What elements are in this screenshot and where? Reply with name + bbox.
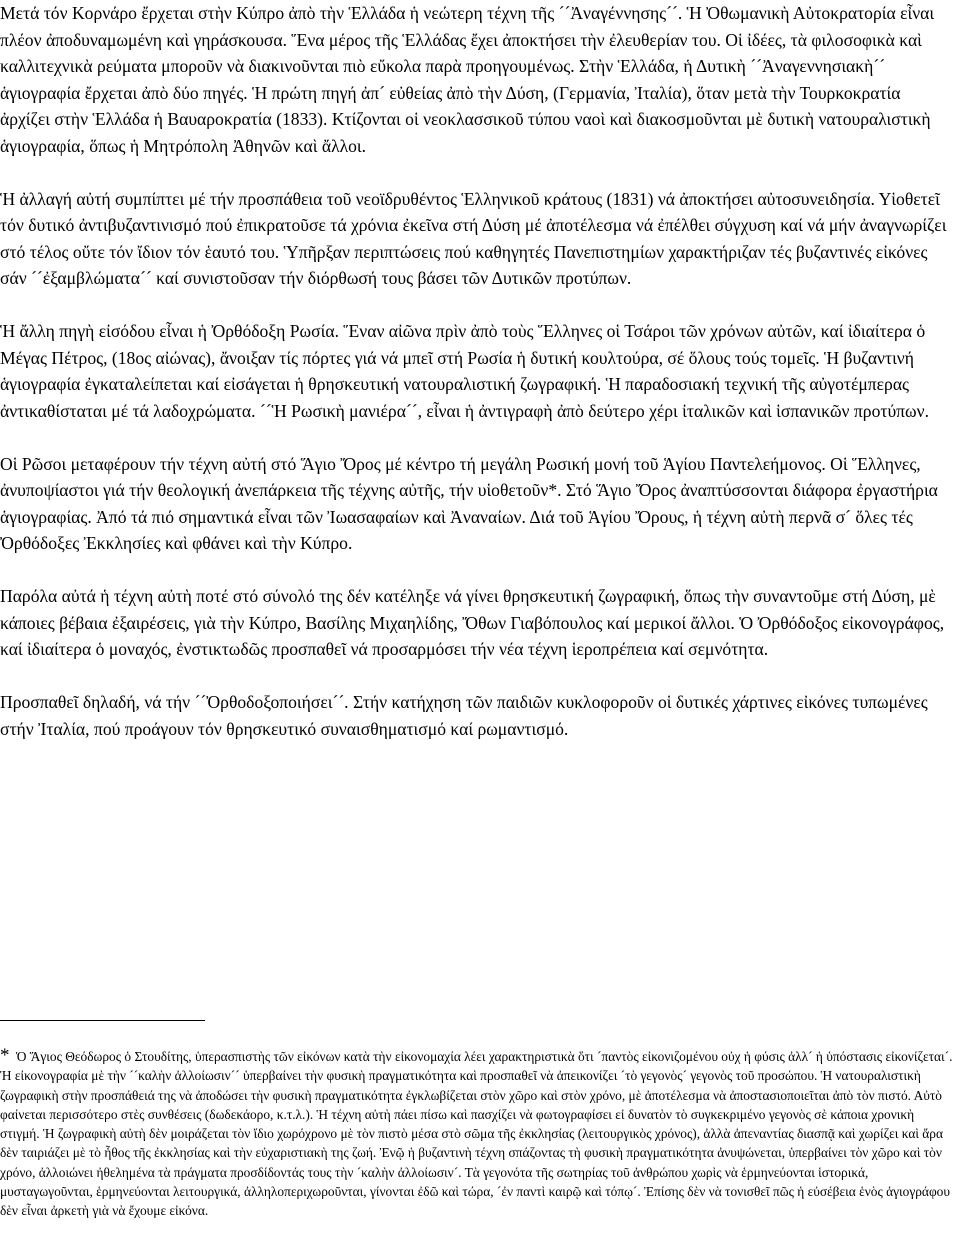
paragraph-5: Παρόλα αὐτά ἡ τέχνη αὐτὴ ποτέ στό σύνολό της δέν κατέληξε νά γίνει θρησκευτική ζωγραφική, ὅπως τὴν συναντοῦμε στή Δύση, μὲ κάποιες βέβαια ἐξαιρέσεις, γιὰ τὴν Κύπρο, Βασίλης Μιχαηλίδης, Ὄθων Γιαβόπουλος καί μερικοί ἄλλοι. Ὁ Ὀρθόδοξος εἰκονογράφος, καί ἰδιαίτερα ὁ μοναχός, ἐνστικτωδῶς προσπαθεῖ νά προσαρμόσει τήν νέα τέχνη ἱεροπρέπεια καί σεμνότητα.: [0, 586, 945, 659]
paragraph-2: Ἡ ἀλλαγή αὐτή συμπίπτει μέ τήν προσπάθεια τοῦ νεοϊδρυθέντος Ἑλληνικοῦ κράτους (1831) νά ἀποκτήσει αὐτοσυνειδησία. Υἱοθετεῖ τόν δυτικό ἀντιβυζαντινισμό πού ἐπικρατοῦσε τά χρόνια ἐκεῖνα στή Δύση μέ ἀποτέλεσμα νά ἐπέλθει σύγχυση καί νά μήν ἀναγνωρίζει στό τέλος οὔτε τόν ἴδιον τόν ἑαυτό του. Ὑπῆρξαν περιπτώσεις πού καθηγητές Πανεπιστημίων χαρακτήριζαν τές βυζαντινές εἰκόνες σάν ´´ἐξαμβλώματα´´ καί συνιστοῦσαν τήν διόρθωσή τους βάσει τῶν Δυτικῶν προτύπων.: [0, 188, 947, 288]
paragraph-6: Προσπαθεῖ δηλαδή, νά τήν ´´Ὀρθοδοξοποιήσει´´. Στήν κατήχηση τῶν παιδιῶν κυκλοφοροῦν οἱ δυτικές χάρτινες εἰκόνες τυπωμένες στήν Ἰταλία, πού προάγουν τόν θρησκευτικό συναισθηματισμό καί ρωμαντισμό.: [0, 692, 928, 739]
footnote-separator: [0, 1020, 205, 1021]
paragraph-4: Οἱ Ρῶσοι μεταφέρουν τήν τέχνη αὐτή στό Ἅγιο Ὄρος μέ κέντρο τή μεγάλη Ρωσική μονή τοῦ Ἁγίου Παντελεήμονος. Οἱ Ἕλληνες, ἀνυποψίαστοι γιά τήν θεολογική ἀνεπάρκεια τῆς τέχνης αὐτῆς, τήν υἱοθετοῦν*. Στό Ἅγιο Ὄρος ἀναπτύσσονται διάφορα ἐργαστήρια ἁγιογραφίας. Ἀπό τά πιό σημαντικά εἶναι τῶν Ἰωασαφαίων καὶ Ἀναναίων. Διά τοῦ Ἁγίου Ὄρους, ἡ τέχνη αὐτὴ περνᾶ σ´ ὅλες τές Ὀρθόδοξες Ἐκκλησίες καὶ φθάνει καὶ τὴν Κύπρο.: [0, 453, 938, 553]
paragraph-3: Ἡ ἄλλη πηγὴ εἰσόδου εἶναι ἡ Ὀρθόδοξη Ρωσία. Ἕναν αἰῶνα πρὶν ἀπὸ τοὺς Ἕλληνες οἱ Τσάροι τῶν χρόνων αὐτῶν, καί ἰδιαίτερα ὁ Μέγας Πέτρος, (18ος αἰώνας), ἄνοιξαν τίς πόρτες γιά νά μπεῖ στή Ρωσία ἡ δυτική κουλτούρα, σέ ὅλους τούς τομεῖς. Ἡ βυζαντινή ἁγιογραφία ἐγκαταλείπεται καί εἰσάγεται ἡ θρησκευτική νατουραλιστική ζωγραφική. Ἡ παραδοσιακή τεχνική τῆς αὐγοτέμπερας ἀντικαθίσταται μέ τά λαδοχρώματα. ´´Ἡ Ρωσικὴ μανιέρα´´, εἶναι ἡ ἀντιγραφὴ ἀπὸ δεύτερο χέρι ἰταλικῶν καὶ ἱσπανικῶν προτύπων.: [0, 321, 929, 421]
footnote-text: Ὁ Ἅγιος Θεόδωρος ὁ Στουδίτης, ὑπερασπιστὴς τῶν εἰκόνων κατὰ τὴν εἰκονομαχία λέει χαρακτηριστικὰ ὅτι ´παντὸς εἰκονιζομένου οὐχ ἡ φύσις ἀλλ´ ἡ ὑπόστασις εἰκονίζεται´. Ἡ εἰκονογραφία μὲ τὴν ´´καλὴν ἀλλοίωσιν´´ ὑπερβαίνει τὴν φυσικὴ πραγματικότητα καὶ προσπαθεῖ νὰ ἀπεικονίζει ´τὸ γεγονὸς´ γεγονὸς τοῦ προσώπου. Ἡ νατουραλιστικὴ ζωγραφικὴ στὴν προσπάθειά της νὰ ἀποδώσει τὴν φυσικὴ πραγματικότητα ἐγκλωβίζεται στὸν χῶρο καὶ στὸν χρόνο, μὲ ἀποτέλεσμα νὰ ἀποστασιοποιεῖται ἀπὸ τὸν πιστό. Αὐτὸ φαίνεται περισσότερο στὲς συνθέσεις (δωδεκάορο, κ.τ.λ.). Ἡ τέχνη αὐτὴ πάει πίσω καὶ πασχίζει νὰ φωτογραφίσει εἰ δυνατὸν τὸ συγκεκριμένο γεγονὸς σὲ κάποια χρονικὴ στιγμή. Ἡ ζωγραφικὴ αὐτὴ δὲν μοιράζεται τὸν ἴδιο χωρόχρονο μὲ τὸν πιστὸ μέσα στὸ σῶμα τῆς ἐκκλησίας (λειτουργικὸς χρόνος), ἀλλὰ ἀπεναντίας διασπᾷ καὶ χωρίζει καὶ ἄρα δὲν ταιριάζει μὲ τὸ ἦθος τῆς ἐκκλησίας καὶ τὴν εὐχαριστιακὴ της ζωή. Ἐνῷ ἡ βυζαντινὴ τέχνη σπάζοντας τὴ φυσικὴ πραγματικότητα ἀνυψώνεται, ὑπερβαίνει τὸν χῶρο καὶ τὸν χρόνο, ἀλλοιώνει ἠθελημένα τὰ πράγματα προσδίδοντάς τους τὴν ´καλὴν ἀλλοίωσιν´. Τὰ γεγονότα τῆς σωτηρίας τοῦ ἀνθρώπου χωρὶς νὰ ἑρμηνεύονται ἱστορικά, μυσταγωγοῦνται, ἑρμηνεύονται λειτουργικά, ἀλληλοπεριχωροῦνται, γίνονται ἐδῶ καὶ τώρα, ´ἐν παντὶ καιρῷ καὶ τόπῳ´. Ἐπίσης δὲν νὰ τονισθεῖ πῶς ἡ εὐσέβεια ἑνὸς ἁγιογράφου δὲν εἶναι ἀρκετὴ γιὰ νὰ ἔχουμε εἰκόνα.: [0, 1049, 953, 1219]
paragraph-1: Μετά τόν Κορνάρο ἔρχεται στὴν Κύπρο ἀπὸ τὴν Ἑλλάδα ἡ νεώτερη τέχνη τῆς ´´Ἀναγέννησης´´. Ἡ Ὀθωμανικὴ Αὐτοκρατορία εἶναι πλέον ἀποδυναμωμένη καὶ γηράσκουσα. Ἕνα μέρος τῆς Ἑλλάδας ἔχει ἀποκτήσει τὴν ἐλευθερίαν του. Οἱ ἰδέες, τὰ φιλοσοφικὰ καὶ καλλιτεχνικὰ ρεύματα μποροῦν νὰ διακινοῦνται πιὸ εὔκολα παρὰ προηγουμένως. Στὴν Ἑλλάδα, ἡ Δυτικὴ ´´Ἀναγεννησιακὴ´´ ἁγιογραφία ἔρχεται ἀπὸ δύο πηγές. Ἡ πρώτη πηγή ἀπ´ εὐθείας ἀπὸ τὴν Δύση, (Γερμανία, Ἰταλία), ὅταν μετὰ τὴν Τουρκοκρατία ἀρχίζει στὴν Ἑλλάδα ἡ Βαυαροκρατία (1833). Κτίζονται οἱ νεοκλασσικοῦ τύπου ναοὶ καὶ διακοσμοῦνται μὲ δυτικὴ νατουραλιστικὴ ἁγιογραφία, ὅπως ἡ Μητρόπολη Ἀθηνῶν καὶ ἄλλοι.: [0, 3, 935, 156]
footnote-marker: *: [0, 1045, 10, 1066]
footnote: [0, 1046, 955, 1221]
